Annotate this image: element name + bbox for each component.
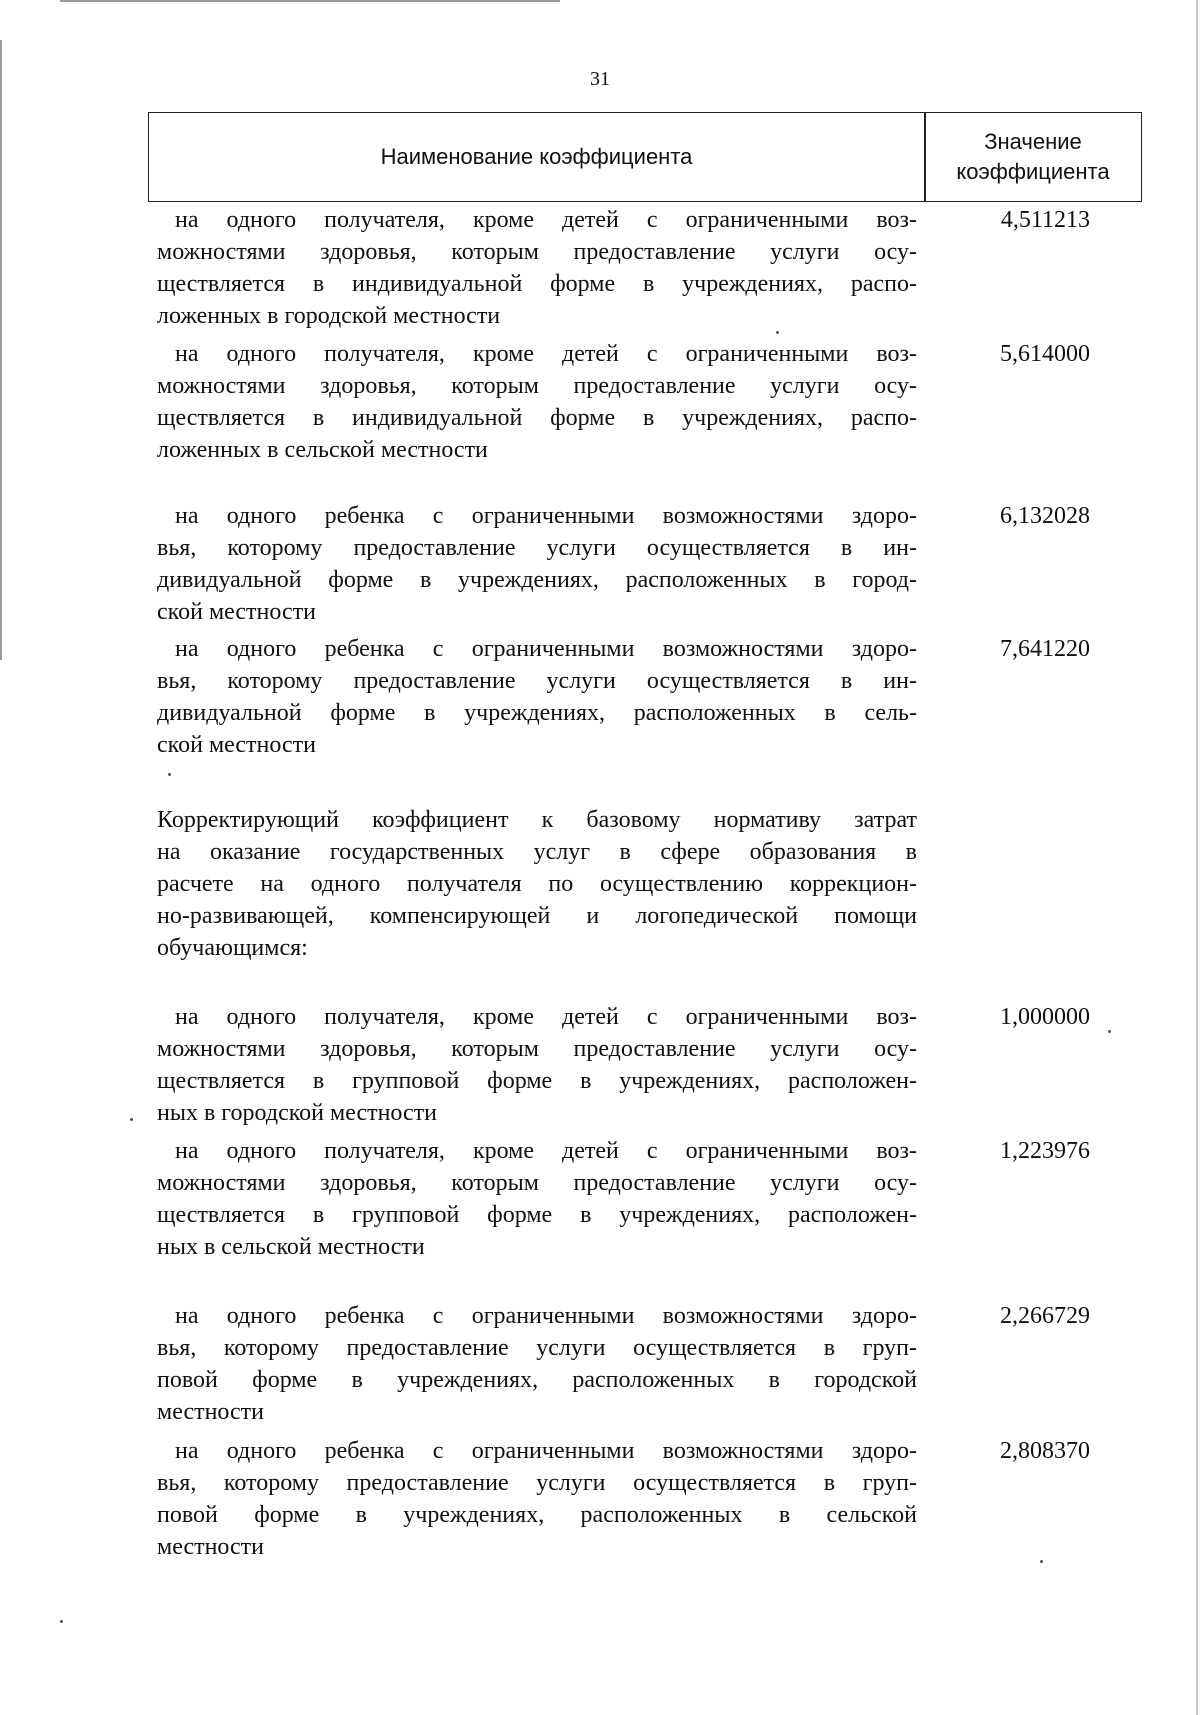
table-row — [157, 500, 917, 628]
page-number: 31 — [590, 68, 610, 90]
table-row — [157, 338, 917, 466]
column-header-name: Наименование коэффициента — [380, 144, 693, 169]
row-text-line: на одного получателя, кроме детей с ограниченными воз- — [175, 1004, 917, 1030]
scan-speck — [1108, 1030, 1111, 1033]
scan-speck — [130, 1118, 133, 1121]
row-text-line: ных в городской местности — [157, 1100, 438, 1126]
row-text-line: дивидуальной форме в учреждениях, расположенных в город- — [157, 567, 917, 593]
scan-speck — [168, 773, 171, 776]
row-text-line: повой форме в учреждениях, расположенных в сельской — [157, 1502, 917, 1528]
heading-text-line: на оказание государственных услуг в сфере образования в — [157, 839, 917, 865]
section-heading — [157, 804, 917, 964]
row-text-line: можностями здоровья, которым предоставление услуги осу- — [157, 1036, 917, 1062]
row-text-line: на одного получателя, кроме детей с ограниченными воз- — [175, 341, 917, 367]
row-text-line: повой форме в учреждениях, расположенных в городской — [157, 1367, 917, 1393]
coefficient-value: 1,000000 — [1000, 1004, 1090, 1030]
table-row — [157, 1001, 917, 1129]
heading-text-line: расчете на одного получателя по осуществлению коррекцион- — [157, 871, 917, 897]
scan-speck — [776, 331, 779, 334]
heading-text-line: обучающимся: — [157, 935, 308, 961]
row-text-line: ществляется в групповой форме в учреждениях, расположен- — [157, 1068, 917, 1094]
row-text-line: ществляется в групповой форме в учреждениях, расположен- — [157, 1202, 917, 1228]
coefficient-value: 2,266729 — [1000, 1303, 1090, 1329]
column-header-value-line1: Значение — [984, 129, 1082, 154]
coefficient-value: 5,614000 — [1000, 341, 1090, 367]
heading-text-line: Корректирующий коэффициент к базовому нормативу затрат — [157, 807, 917, 833]
table-row — [157, 1300, 917, 1428]
row-text-line: на одного ребенка с ограниченными возможностями здоро- — [175, 503, 917, 529]
row-text-line: вья, которому предоставление услуги осуществляется в ин- — [157, 535, 917, 561]
row-text-line: ных в сельской местности — [157, 1234, 425, 1260]
row-text-line: ществляется в индивидуальной форме в учреждениях, распо- — [157, 271, 917, 297]
row-text-line: местности — [157, 1399, 265, 1425]
row-text-line: ской местности — [157, 599, 316, 625]
column-header-value — [925, 113, 1141, 201]
row-text-line: ложенных в сельской местности — [157, 437, 488, 463]
scan-speck — [60, 1620, 63, 1623]
row-text-line: на одного получателя, кроме детей с ограниченными воз- — [175, 1138, 917, 1164]
table-row — [157, 1435, 917, 1563]
row-text-line: ской местности — [157, 732, 316, 758]
row-text-line: дивидуальной форме в учреждениях, расположенных в сель- — [157, 700, 917, 726]
row-text-line: можностями здоровья, которым предоставление услуги осу- — [157, 1170, 917, 1196]
coefficient-value: 4,511213 — [1000, 207, 1090, 233]
row-text-line: на одного ребенка с ограниченными возможностями здоро- — [175, 1303, 917, 1329]
row-text-line: на одного получателя, кроме детей с ограниченными воз- — [175, 207, 917, 233]
column-header-value-line2: коэффициента — [956, 159, 1110, 184]
top-scan-edge — [60, 0, 560, 2]
row-text-line: можностями здоровья, которым предоставление услуги осу- — [157, 373, 917, 399]
table-header — [148, 112, 1142, 202]
row-text-line: ществляется в индивидуальной форме в учреждениях, распо- — [157, 405, 917, 431]
coefficient-value: 7,641220 — [1000, 636, 1090, 662]
left-scan-edge — [0, 40, 2, 660]
table-row — [157, 633, 917, 761]
row-text-line: можностями здоровья, которым предоставление услуги осу- — [157, 239, 917, 265]
table-row — [157, 204, 917, 332]
coefficient-value: 2,808370 — [1000, 1438, 1090, 1464]
row-text-line: на одного ребенка с ограниченными возможностями здоро- — [175, 636, 917, 662]
row-text-line: местности — [157, 1534, 265, 1560]
row-text-line: вья, которому предоставление услуги осуществляется в груп- — [157, 1335, 917, 1361]
row-text-line: вья, которому предоставление услуги осуществляется в груп- — [157, 1470, 917, 1496]
scan-speck — [1040, 1560, 1043, 1563]
heading-text-line: но-развивающей, компенсирующей и логопедической помощи — [157, 903, 917, 929]
coefficient-value: 6,132028 — [1000, 503, 1090, 529]
table-row — [157, 1135, 917, 1263]
row-text-line: на одного ребенка с ограниченными возможностями здоро- — [175, 1438, 917, 1464]
coefficient-value: 1,223976 — [1000, 1138, 1090, 1164]
row-text-line: вья, которому предоставление услуги осуществляется в ин- — [157, 668, 917, 694]
right-scan-edge — [1196, 0, 1198, 1715]
row-text-line: ложенных в городской местности — [157, 303, 501, 329]
